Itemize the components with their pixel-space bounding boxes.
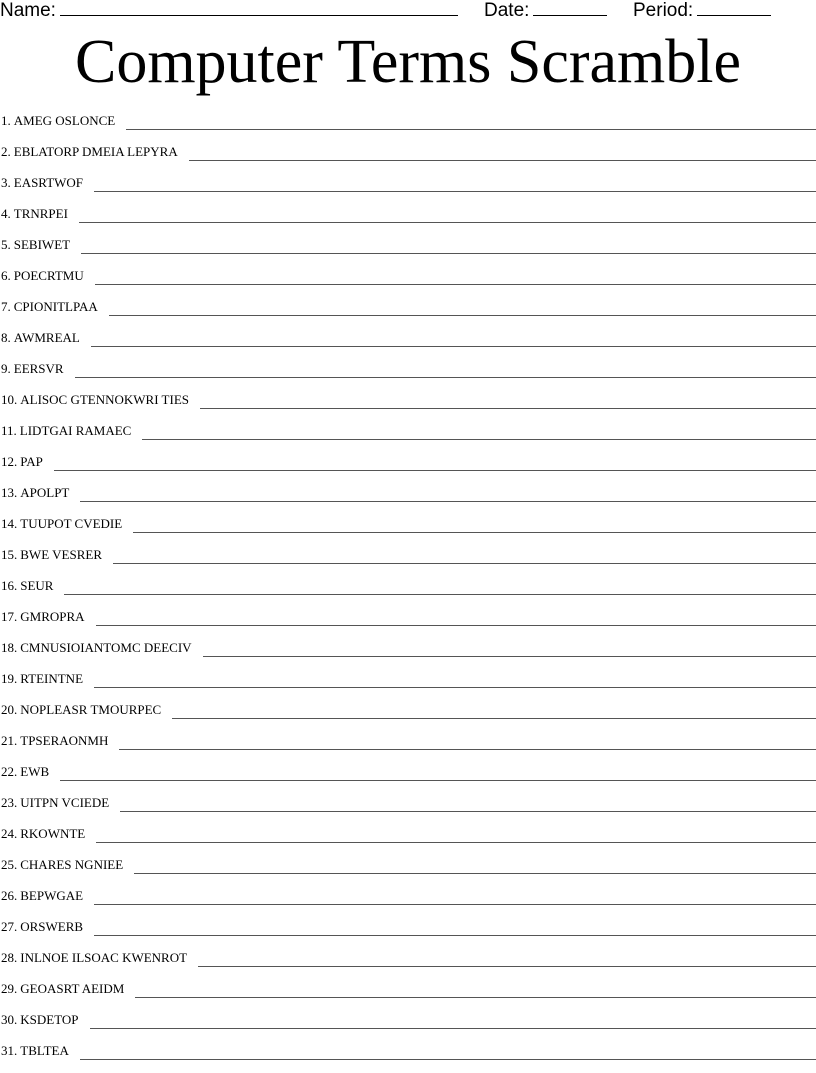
item-number: 27. xyxy=(1,919,18,934)
date-blank-line[interactable] xyxy=(533,0,607,16)
answer-line[interactable] xyxy=(126,112,816,130)
item-number: 5. xyxy=(1,237,11,252)
scramble-item xyxy=(0,174,816,205)
scramble-item xyxy=(0,360,816,391)
scrambled-word: TRNRPEI xyxy=(13,206,68,221)
scramble-item xyxy=(0,453,816,484)
answer-line[interactable] xyxy=(133,515,816,533)
answer-line[interactable] xyxy=(189,143,816,161)
scramble-item xyxy=(0,732,816,763)
scrambled-word: SEBIWET xyxy=(13,237,71,252)
scrambled-word: POECRTMU xyxy=(13,268,84,283)
scramble-item xyxy=(0,887,816,918)
scrambled-word: EWB xyxy=(20,764,50,779)
answer-line[interactable] xyxy=(64,577,816,595)
answer-line[interactable] xyxy=(198,949,816,967)
date-label: Date: xyxy=(484,0,530,21)
scrambled-word: RTEINTNE xyxy=(20,671,84,686)
scrambled-word: TPSERAONMH xyxy=(20,733,109,748)
scramble-item xyxy=(0,391,816,422)
scrambled-word: CMNUSIOIANTOMC DEECIV xyxy=(20,640,192,655)
answer-line[interactable] xyxy=(96,608,816,626)
scrambled-word: CPIONITLPAA xyxy=(13,299,98,314)
name-label: Name: xyxy=(0,0,56,21)
scrambled-word: AMEG OSLONCE xyxy=(13,113,116,128)
item-number: 17. xyxy=(1,609,18,624)
scramble-item xyxy=(0,422,816,453)
scramble-item xyxy=(0,298,816,329)
scrambled-word: NOPLEASR TMOURPEC xyxy=(20,702,162,717)
answer-line[interactable] xyxy=(200,391,816,409)
answer-line[interactable] xyxy=(119,732,816,750)
answer-line[interactable] xyxy=(80,1042,816,1060)
answer-line[interactable] xyxy=(94,918,816,936)
item-number: 24. xyxy=(1,826,18,841)
scramble-item xyxy=(0,856,816,887)
item-number: 9. xyxy=(1,361,11,376)
item-number: 6. xyxy=(1,268,11,283)
item-number: 13. xyxy=(1,485,18,500)
answer-line[interactable] xyxy=(80,484,816,502)
item-number: 31. xyxy=(1,1043,18,1058)
scrambled-word: AWMREAL xyxy=(13,330,80,345)
scramble-item xyxy=(0,515,816,546)
scramble-item xyxy=(0,794,816,825)
scramble-item xyxy=(0,143,816,174)
scramble-item xyxy=(0,980,816,1011)
item-number: 25. xyxy=(1,857,18,872)
item-number: 15. xyxy=(1,547,18,562)
scrambled-word: ORSWERB xyxy=(20,919,84,934)
answer-line[interactable] xyxy=(172,701,816,719)
scramble-item xyxy=(0,918,816,949)
scrambled-word: SEUR xyxy=(20,578,54,593)
answer-line[interactable] xyxy=(54,453,816,471)
scrambled-word: APOLPT xyxy=(20,485,70,500)
scrambled-word: EASRTWOF xyxy=(13,175,84,190)
item-number: 2. xyxy=(1,144,11,159)
item-number: 28. xyxy=(1,950,18,965)
scramble-item xyxy=(0,236,816,267)
scrambled-word: BWE VESRER xyxy=(20,547,102,562)
item-number: 16. xyxy=(1,578,18,593)
scrambled-word: KSDETOP xyxy=(20,1012,79,1027)
page-title: Computer Terms Scramble xyxy=(74,28,742,96)
scramble-item xyxy=(0,484,816,515)
answer-line[interactable] xyxy=(79,205,816,223)
scramble-item xyxy=(0,701,816,732)
scramble-item xyxy=(0,1042,816,1073)
scrambled-word: GMROPRA xyxy=(20,609,85,624)
answer-line[interactable] xyxy=(134,856,816,874)
item-number: 4. xyxy=(1,206,11,221)
scramble-item xyxy=(0,267,816,298)
item-number: 30. xyxy=(1,1012,18,1027)
scramble-list xyxy=(0,112,816,1073)
scrambled-word: CHARES NGNIEE xyxy=(20,857,124,872)
answer-line[interactable] xyxy=(113,546,816,564)
answer-line[interactable] xyxy=(120,794,816,812)
item-number: 12. xyxy=(1,454,18,469)
item-number: 8. xyxy=(1,330,11,345)
answer-line[interactable] xyxy=(95,267,816,285)
item-number: 3. xyxy=(1,175,11,190)
answer-line[interactable] xyxy=(203,639,816,657)
scrambled-word: RKOWNTE xyxy=(20,826,86,841)
worksheet-header xyxy=(0,0,816,24)
item-number: 22. xyxy=(1,764,18,779)
scrambled-word: TUUPOT CVEDIE xyxy=(20,516,123,531)
scrambled-word: EERSVR xyxy=(13,361,64,376)
answer-line[interactable] xyxy=(109,298,816,316)
scramble-item xyxy=(0,329,816,360)
item-number: 21. xyxy=(1,733,18,748)
scrambled-word: INLNOE ILSOAC KWENROT xyxy=(20,950,188,965)
item-number: 14. xyxy=(1,516,18,531)
scramble-item xyxy=(0,112,816,143)
scrambled-word: LIDTGAI RAMAEC xyxy=(19,423,132,438)
scramble-item xyxy=(0,205,816,236)
answer-line[interactable] xyxy=(75,360,816,378)
scrambled-word: BEPWGAE xyxy=(20,888,84,903)
scrambled-word: TBLTEA xyxy=(20,1043,69,1058)
item-number: 20. xyxy=(1,702,18,717)
scramble-item xyxy=(0,577,816,608)
scramble-item xyxy=(0,639,816,670)
scrambled-word: ALISOC GTENNOKWRI TIES xyxy=(20,392,189,407)
answer-line[interactable] xyxy=(90,1011,816,1029)
scramble-item xyxy=(0,1011,816,1042)
answer-line[interactable] xyxy=(94,887,816,905)
name-field[interactable] xyxy=(0,0,458,21)
answer-line[interactable] xyxy=(135,980,816,998)
period-field[interactable] xyxy=(633,0,771,21)
scrambled-word: PAP xyxy=(20,454,43,469)
scramble-item xyxy=(0,763,816,794)
scrambled-word: EBLATORP DMEIA LEPYRA xyxy=(13,144,178,159)
name-blank-line[interactable] xyxy=(60,0,458,16)
scrambled-word: GEOASRT AEIDM xyxy=(20,981,125,996)
item-number: 11. xyxy=(1,423,17,438)
scrambled-word: UITPN VCIEDE xyxy=(20,795,110,810)
item-number: 10. xyxy=(1,392,18,407)
item-number: 26. xyxy=(1,888,18,903)
answer-line[interactable] xyxy=(91,329,816,347)
item-number: 1. xyxy=(1,113,11,128)
answer-line[interactable] xyxy=(94,670,816,688)
item-number: 29. xyxy=(1,981,18,996)
period-label: Period: xyxy=(633,0,694,21)
date-field[interactable] xyxy=(484,0,607,21)
answer-line[interactable] xyxy=(142,422,816,440)
item-number: 23. xyxy=(1,795,18,810)
scramble-item xyxy=(0,546,816,577)
scramble-item xyxy=(0,670,816,701)
scramble-item xyxy=(0,825,816,856)
item-number: 18. xyxy=(1,640,18,655)
item-number: 19. xyxy=(1,671,18,686)
answer-line[interactable] xyxy=(81,236,816,254)
answer-line[interactable] xyxy=(60,763,816,781)
scramble-item xyxy=(0,608,816,639)
answer-line[interactable] xyxy=(96,825,816,843)
period-blank-line[interactable] xyxy=(697,0,771,16)
item-number: 7. xyxy=(1,299,11,314)
answer-line[interactable] xyxy=(94,174,816,192)
scramble-item xyxy=(0,949,816,980)
